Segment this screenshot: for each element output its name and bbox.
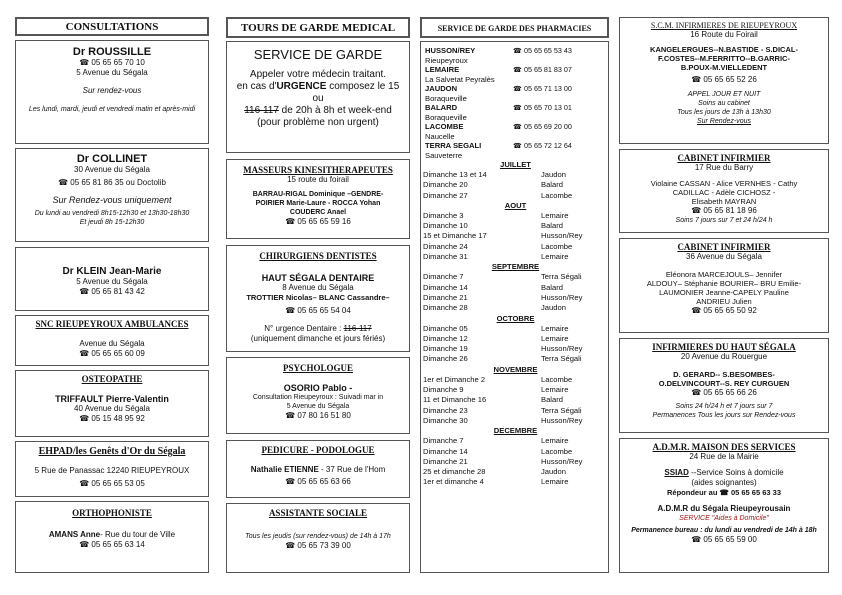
- month-header: OCTOBRE: [496, 313, 535, 323]
- calendar-row: [423, 231, 608, 241]
- calendar-row: [423, 303, 608, 313]
- admr-segala: A.D.M.R du Ségala Rieupeyrousain: [657, 504, 791, 513]
- month-header: DECEMBRE: [493, 426, 538, 436]
- psycho-name: OSORIO Pablo -: [283, 383, 353, 393]
- garde-line2a: en cas d': [236, 81, 277, 92]
- ortho-box: [15, 501, 209, 573]
- calendar-pharmacy: Husson/Rey: [541, 415, 583, 425]
- collinet-address: 30 Avenue du Ségala: [74, 165, 150, 174]
- klein-address: 5 Avenue du Ségala: [76, 277, 148, 286]
- dentistes-name: HAUT SÉGALA DENTAIRE: [261, 273, 375, 283]
- calendar-row: [423, 211, 608, 221]
- calendar-date: Dimanche 7: [423, 272, 464, 282]
- calendar-pharmacy: Balard: [541, 395, 563, 405]
- collinet-hours2: Et jeudi 8h 15-12h30: [79, 219, 145, 226]
- pharmacy-phone: [513, 46, 572, 65]
- ambulances-phone: ☎ 05 65 65 60 09: [16, 349, 208, 359]
- pharmacy-phone-number: 05 65 72 12 64: [523, 141, 572, 150]
- haut-segala-address: 20 Avenue du Rouergue: [680, 352, 768, 361]
- calendar-row: [423, 170, 608, 180]
- consultations-header: CONSULTATIONS: [15, 17, 209, 36]
- pharmacy-info: [425, 122, 513, 141]
- cabinet2-phone: ☎ 05 65 65 50 92: [620, 306, 828, 316]
- calendar-row: [423, 252, 608, 262]
- masseurs-names1: BARRAU-RIGAL Dominique –GENDRE-: [252, 191, 384, 198]
- pharmacy-info: [425, 84, 513, 103]
- cabinet1-box: [619, 149, 829, 233]
- ssiad-description: --Service Soins à domicile: [691, 468, 784, 477]
- calendar-date: Dimanche 13 et 14: [423, 170, 487, 179]
- calendar-row: [423, 180, 608, 190]
- calendar-date: Dimanche 19: [423, 344, 468, 354]
- phone-icon: ☎: [513, 141, 524, 150]
- admr-title: A.D.M.R. MAISON DES SERVICES: [652, 442, 796, 452]
- calendar-pharmacy: Lacombe: [541, 446, 573, 456]
- calendar-pharmacy: Balard: [541, 180, 563, 190]
- pharmacy-info: [425, 103, 513, 122]
- calendar-pharmacy: Terra Ségali: [541, 272, 582, 282]
- haut-segala-hours2: Permanences Tous les jours sur Rendez-vous: [652, 412, 796, 419]
- calendar-date: 1er et dimanche 4: [423, 477, 484, 487]
- haut-segala-title: INFIRMIERES DU HAUT SÉGALA: [652, 342, 796, 352]
- roussille-phone: ☎ 05 65 65 70 10: [16, 58, 208, 68]
- masseurs-box: [226, 159, 410, 239]
- cabinet2-names1: Eléonora MARCEJOULS– Jennifer: [665, 270, 783, 279]
- pharmacy-phone-number: 05 65 65 53 43: [523, 46, 572, 55]
- collinet-box: [15, 148, 209, 242]
- pharmacy-phone: [513, 65, 572, 84]
- calendar-date: Dimanche 05: [423, 323, 468, 333]
- assistante-box: [226, 503, 410, 573]
- cabinet1-hours: Soins 7 jours sur 7 et 24 h/24 h: [675, 217, 773, 224]
- month-header: JUILLET: [500, 160, 531, 169]
- scm-title: S.C.M. INFIRMIERES DE RIEUPEYROUX: [650, 21, 798, 30]
- calendar-row: [423, 344, 608, 354]
- roussille-hours: Les lundi, mardi, jeudi et vendredi matin et après-midi: [28, 106, 196, 113]
- osteo-phone: ☎ 05 15 48 95 92: [16, 414, 208, 424]
- calendar-row: [423, 354, 608, 364]
- cabinet1-names1: Violaine CASSAN - Alice VERNHES - Cathy: [650, 179, 798, 188]
- calendar-row: [423, 334, 608, 344]
- scm-address: 16 Route du Foirail: [690, 30, 758, 39]
- cabinet1-names2: CADILLAC - Adèle CICHOSZ -: [672, 188, 776, 197]
- month-header: AOUT: [504, 200, 527, 210]
- pharmacies-header: SERVICE DE GARDE DES PHARMACIES: [420, 17, 609, 38]
- ambulances-box: [15, 315, 209, 366]
- calendar-date: Dimanche 21: [423, 456, 468, 466]
- ssiad-description2: (aides soignantes): [691, 478, 757, 487]
- pharmacy-name: JAUDON: [425, 84, 458, 93]
- scm-hours1: APPEL JOUR ET NUIT: [687, 91, 761, 98]
- osteo-address: 40 Avenue du Ségala: [74, 404, 150, 413]
- calendar-pharmacy: Lemaire: [541, 436, 569, 446]
- ortho-address: - Rue du tour de Ville: [100, 530, 176, 539]
- calendar-date: Dimanche 31: [423, 252, 468, 262]
- cabinet1-title: CABINET INFIRMIER: [677, 153, 771, 163]
- scm-names2: F.COSTES--M.FERRITTO--B.GARRIC-: [658, 54, 790, 63]
- pharmacy-name: LEMAIRE: [425, 65, 460, 74]
- scm-names3: B.POUX-M.VIELLEDENT: [680, 63, 768, 72]
- calendar-date: Dimanche 28: [423, 303, 468, 313]
- ehpad-phone: ☎ 05 65 65 53 05: [16, 479, 208, 489]
- pharmacy-item: [425, 84, 608, 103]
- phone-icon: ☎: [513, 122, 524, 131]
- assistante-hours: Tous les jeudis (sur rendez-vous) de 14h à 17h: [245, 533, 391, 540]
- cabinet2-box: [619, 238, 829, 333]
- calendar-row: [423, 324, 608, 334]
- collinet-note: Sur Rendez-vous uniquement: [52, 195, 172, 205]
- assistante-phone: ☎ 05 65 73 39 00: [227, 541, 409, 551]
- cabinet1-names3: Elisabeth MAYRAN: [691, 197, 757, 206]
- calendar-pharmacy: Lacombe: [541, 190, 573, 200]
- calendar-date: Dimanche 14: [423, 282, 468, 292]
- ehpad-box: [15, 441, 209, 497]
- psycho-box: [226, 357, 410, 434]
- dentistes-address: 8 Avenue du Ségala: [282, 283, 354, 292]
- garde-116-117: 116 117: [244, 105, 279, 116]
- calendar-row: [423, 293, 608, 303]
- haut-segala-hours1: Soins 24 h/24 h et 7 jours sur 7: [675, 403, 773, 410]
- phone-icon: ☎: [513, 46, 524, 55]
- calendar-pharmacy: Balard: [541, 282, 563, 292]
- cabinet2-names3: LAUMONIER Jeanne-CAPELY Pauline: [659, 288, 789, 297]
- calendar-pharmacy: Balard: [541, 221, 563, 231]
- admr-service: SERVICE "Aides à Domicile": [679, 515, 769, 522]
- masseurs-address: 15 route du foirail: [287, 175, 349, 184]
- pharmacy-name: HUSSON/REY: [425, 46, 476, 55]
- cabinet2-address: 36 Avenue du Ségala: [686, 252, 762, 261]
- calendar-pharmacy: Terra Ségali: [541, 405, 582, 415]
- dentistes-urgence-number: 116-117: [343, 324, 372, 333]
- pharmacy-info: [425, 141, 513, 160]
- garde-calendar: [421, 160, 608, 488]
- assistante-title: ASSISTANTE SOCIALE: [268, 508, 368, 518]
- klein-phone: ☎ 05 65 81 43 42: [16, 287, 208, 297]
- scm-phone: ☎ 05 65 65 52 26: [620, 75, 828, 85]
- roussille-note: Sur rendez-vous: [82, 86, 142, 95]
- calendar-row: [423, 283, 608, 293]
- dentistes-box: [226, 245, 410, 352]
- pharmacy-city: La Salvetat Peyralès: [425, 74, 495, 84]
- haut-segala-names2: O.DELVINCOURT--S. REY CURGUEN: [658, 379, 790, 388]
- calendar-pharmacy: Husson/Rey: [541, 456, 583, 466]
- roussille-address: 5 Avenue du Ségala: [76, 68, 148, 77]
- pharmacy-city: Boraqueville: [425, 112, 467, 122]
- calendar-row: [423, 447, 608, 457]
- calendar-date: Dimanche 20: [423, 180, 468, 190]
- pharmacy-item: [425, 141, 608, 160]
- calendar-pharmacy: Jaudon: [541, 467, 566, 477]
- calendar-row: [423, 467, 608, 477]
- dentistes-urgence: [227, 324, 409, 334]
- calendar-pharmacy: Lacombe: [541, 374, 573, 384]
- phone-icon: ☎: [513, 84, 524, 93]
- cabinet2-names4: ANDRIEU Julien: [696, 297, 752, 306]
- calendar-row: [423, 272, 608, 282]
- pharmacy-phone-number: 05 65 69 20 00: [523, 122, 572, 131]
- psycho-line2: 5 Avenue du Ségala: [286, 403, 350, 410]
- haut-segala-box: [619, 338, 829, 433]
- pharmacy-phone: [513, 141, 572, 160]
- calendar-date: Dimanche 7: [423, 436, 464, 446]
- calendar-pharmacy: Jaudon: [541, 170, 566, 179]
- collinet-hours1: Du lundi au vendredi 8h15-12h30 et 13h30-18h30: [34, 210, 190, 217]
- pharmacy-phone: [513, 103, 572, 122]
- pharmacy-item: [425, 122, 608, 141]
- calendar-date: Dimanche 14: [423, 446, 468, 456]
- pharmacy-item: [425, 65, 608, 84]
- calendar-pharmacy: Lemaire: [541, 210, 569, 220]
- calendar-row: [423, 221, 608, 231]
- repondeur-label: Répondeur au: [667, 488, 718, 497]
- pharmacy-name: TERRA SEGALI: [425, 141, 482, 150]
- klein-box: [15, 247, 209, 311]
- phone-icon: ☎: [513, 65, 524, 74]
- garde-line2c: composez le 15: [326, 81, 400, 92]
- dentistes-urgence-note: (uniquement dimanche et jours fériés): [250, 334, 386, 343]
- scm-box: [619, 17, 829, 144]
- phone-icon: ☎: [513, 103, 524, 112]
- calendar-date: Dimanche 26: [423, 354, 468, 364]
- calendar-row: [423, 406, 608, 416]
- ortho-name: AMANS Anne: [48, 530, 101, 539]
- calendar-date: 1er et Dimanche 2: [423, 374, 486, 384]
- calendar-date: 15 et Dimanche 17: [423, 231, 487, 241]
- calendar-date: Dimanche 24: [423, 241, 468, 251]
- masseurs-phone: ☎ 05 65 65 59 16: [227, 217, 409, 227]
- garde-medical-header: TOURS DE GARDE MEDICAL: [226, 17, 410, 38]
- calendar-pharmacy: Husson/Rey: [541, 344, 583, 354]
- pharmacy-phone: [513, 84, 572, 103]
- garde-line1: Appeler votre médecin traitant.: [249, 69, 387, 80]
- psycho-phone: ☎ 07 80 16 51 80: [227, 411, 409, 421]
- ssiad-line: [620, 468, 828, 478]
- calendar-date: 25 et dimanche 28: [423, 467, 486, 477]
- pharmacy-city: Rieupeyroux: [425, 55, 468, 65]
- haut-segala-names1: D. GERARD-- S.BESOMBES-: [673, 370, 775, 379]
- calendar-pharmacy: Jaudon: [541, 303, 566, 313]
- masseurs-names2: POIRIER Marie-Laure - ROCCA Yohan: [255, 200, 381, 207]
- garde-line2: [227, 81, 409, 93]
- garde-title: SERVICE DE GARDE: [253, 47, 383, 62]
- calendar-row: [423, 395, 608, 405]
- calendar-row: [423, 416, 608, 426]
- calendar-pharmacy: Lacombe: [541, 241, 573, 251]
- collinet-name: Dr COLLINET: [76, 153, 148, 165]
- calendar-pharmacy: Lemaire: [541, 385, 569, 395]
- garde-box: [226, 41, 410, 153]
- pharmacy-city: Sauveterre: [425, 150, 463, 160]
- ehpad-address: 5 Rue de Panassac 12240 RIEUPEYROUX: [34, 466, 190, 475]
- pedicure-title: PEDICURE - PODOLOGUE: [261, 445, 375, 455]
- osteo-title: OSTEOPATHE: [81, 374, 143, 384]
- month-header: SEPTEMBRE: [491, 262, 540, 272]
- pharmacy-city: Boraqueville: [425, 93, 467, 103]
- collinet-phone: ☎ 05 65 81 86 35 ou Doctolib: [16, 178, 208, 188]
- calendar-date: Dimanche 12: [423, 333, 468, 343]
- pedicure-name: Nathalie ETIENNE: [250, 465, 319, 474]
- pharmacies-box: [420, 41, 609, 573]
- pharmacy-item: [425, 46, 608, 65]
- scm-names1: KANGELERGUES--N.BASTIDE - S.DICAL-: [650, 45, 798, 54]
- calendar-date: 11 et Dimanche 16: [423, 395, 487, 405]
- pharmacy-phone-number: 05 65 71 13 00: [523, 84, 572, 93]
- pharmacy-name: LACOMBE: [425, 122, 464, 131]
- admr-box: [619, 438, 829, 573]
- pedicure-box: [226, 440, 410, 498]
- garde-line3: ou: [312, 93, 324, 104]
- admr-address: 24 Rue de la Mairie: [689, 452, 759, 461]
- calendar-date: Dimanche 9: [423, 385, 464, 395]
- scm-hours2: Soins au cabinet: [698, 100, 750, 107]
- calendar-row: [423, 436, 608, 446]
- calendar-pharmacy: Husson/Rey: [541, 292, 583, 302]
- calendar-pharmacy: Terra Ségali: [541, 354, 582, 364]
- calendar-date: Dimanche 30: [423, 415, 468, 425]
- pharmacy-phone: [513, 122, 572, 141]
- pharmacy-name: BALARD: [425, 103, 458, 112]
- pharmacy-phone-number: 05 65 81 83 07: [523, 65, 572, 74]
- pharmacy-info: [425, 65, 513, 84]
- calendar-pharmacy: Lemaire: [541, 477, 569, 487]
- garde-line4: [227, 105, 409, 117]
- ambulances-address: Avenue du Ségala: [79, 339, 145, 348]
- ssiad-label: SSIAD: [664, 468, 689, 477]
- calendar-date: Dimanche 21: [423, 292, 468, 302]
- klein-name: Dr KLEIN Jean-Marie: [62, 266, 162, 277]
- garde-urgence: URGENCE: [276, 81, 327, 92]
- pedicure-line: [227, 465, 409, 475]
- pharmacy-city: Naucelle: [425, 131, 455, 141]
- calendar-pharmacy: Lemaire: [541, 333, 569, 343]
- roussille-name: Dr ROUSSILLE: [72, 46, 152, 58]
- dentistes-title: CHIRURGIENS DENTISTES: [259, 251, 377, 261]
- psycho-title: PSYCHOLOGUE: [282, 363, 353, 373]
- pharmacy-item: [425, 103, 608, 122]
- haut-segala-phone: ☎ 05 65 65 66 26: [620, 388, 828, 398]
- ortho-title: ORTHOPHONISTE: [72, 508, 152, 518]
- dentistes-names: TROTTIER Nicolas– BLANC Cassandre–: [246, 293, 390, 302]
- pharmacy-phone-number: 05 65 70 13 01: [523, 103, 572, 112]
- pedicure-phone: ☎ 05 65 65 63 66: [227, 477, 409, 487]
- garde-line5: (pour problème non urgent): [257, 117, 379, 128]
- calendar-date: Dimanche 23: [423, 405, 468, 415]
- calendar-row: [423, 242, 608, 252]
- ehpad-title: EHPAD/les Genêts d'Or du Ségala: [38, 446, 186, 457]
- osteo-box: [15, 370, 209, 437]
- calendar-row: [423, 385, 608, 395]
- calendar-date: Dimanche 27: [423, 190, 468, 200]
- cabinet2-names2: ALDOUY– Stéphanie BOURIER– BRU Emilie-: [646, 279, 802, 288]
- psycho-line1: Consultation Rieupeyroux : Suivadi mar in: [252, 394, 384, 401]
- calendar-pharmacy: Husson/Rey: [541, 231, 583, 241]
- masseurs-names3: COUDERC Anael: [289, 209, 347, 216]
- garde-line4b: de 20h à 8h et week-end: [278, 105, 392, 116]
- calendar-row: [423, 375, 608, 385]
- calendar-date: Dimanche 3: [423, 210, 464, 220]
- calendar-row: [423, 477, 608, 487]
- scm-hours4: Sur Rendez-vous: [696, 118, 752, 125]
- ambulances-title: SNC RIEUPEYROUX AMBULANCES: [35, 319, 189, 329]
- admr-permanence: Permanence bureau : du lundi au vendredi de 14h à 18h: [631, 527, 817, 534]
- calendar-pharmacy: Lemaire: [541, 252, 569, 262]
- repondeur-phone: 05 65 65 63 33: [730, 488, 781, 497]
- roussille-box: [15, 40, 209, 144]
- osteo-name: TRIFFAULT Pierre-Valentin: [55, 394, 169, 404]
- calendar-pharmacy: Lemaire: [541, 323, 569, 333]
- ortho-phone: ☎ 05 65 65 63 14: [16, 540, 208, 550]
- ortho-line: [16, 530, 208, 540]
- admr-phone: ☎ 05 65 65 59 00: [620, 535, 828, 545]
- pedicure-address: - 37 Rue de l'Hom: [318, 465, 386, 474]
- scm-hours3: Tous les jours de 13h à 13h30: [677, 109, 771, 116]
- pharmacy-info: [425, 46, 513, 65]
- cabinet2-title: CABINET INFIRMIER: [677, 242, 771, 252]
- dentistes-urgence-label: N° urgence Dentaire :: [264, 324, 344, 333]
- dentistes-phone: ☎ 05 65 65 54 04: [227, 306, 409, 316]
- cabinet1-address: 17 Rue du Barry: [694, 163, 754, 172]
- calendar-date: Dimanche 10: [423, 221, 468, 231]
- pharmacy-list: [421, 42, 608, 160]
- cabinet1-phone: ☎ 05 65 81 18 96: [620, 206, 828, 216]
- month-header: NOVEMBRE: [493, 364, 538, 374]
- calendar-row: [423, 457, 608, 467]
- calendar-row: [423, 191, 608, 201]
- masseurs-title: MASSEURS KINESITHERAPEUTES: [243, 165, 393, 175]
- repondeur-line: Répondeur au ☎ 05 65 65 63 33: [667, 488, 781, 497]
